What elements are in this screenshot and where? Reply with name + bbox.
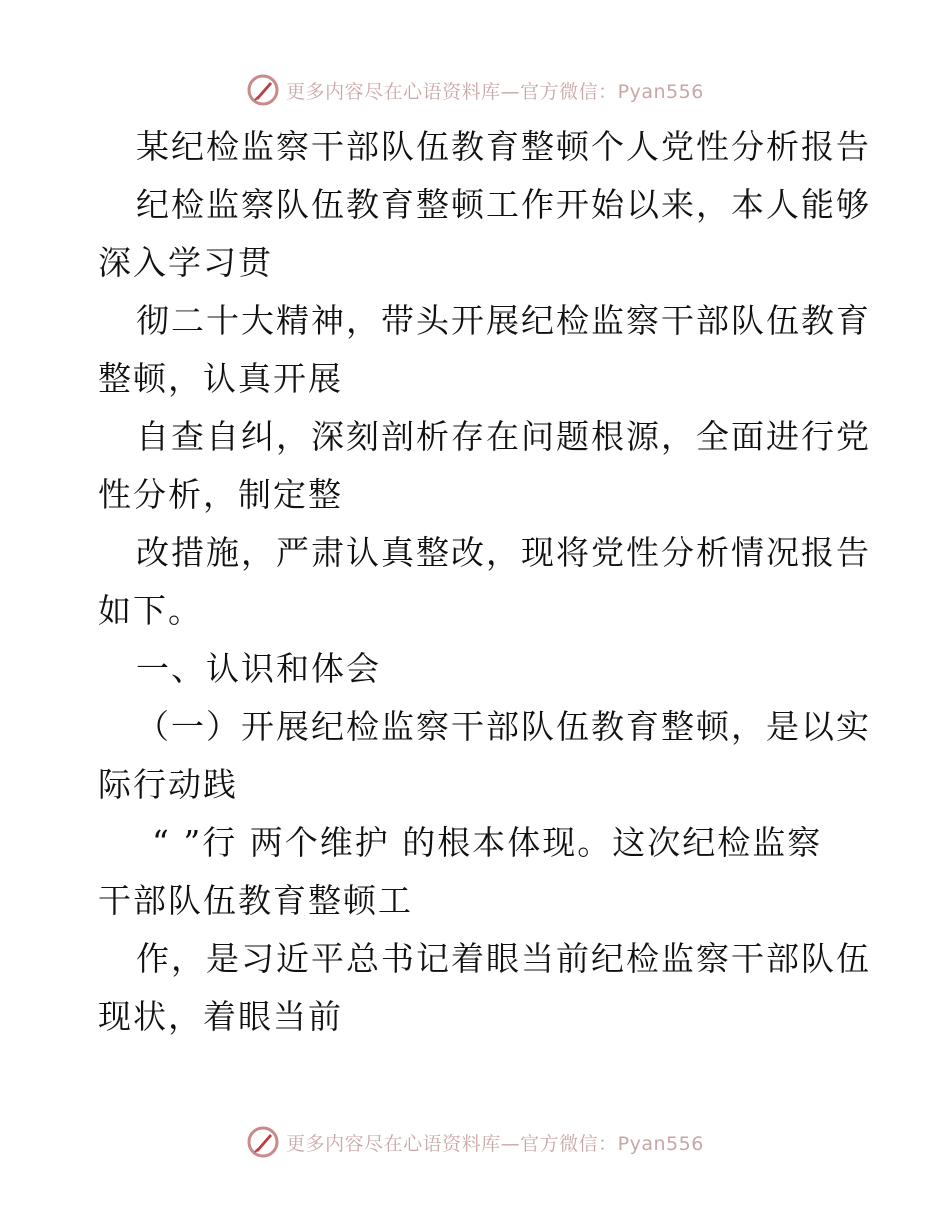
paragraph-line: 干部队伍教育整顿工 xyxy=(98,881,413,920)
paragraph-line: 现状，着眼当前 xyxy=(98,997,343,1036)
paragraph-line: 如下。 xyxy=(98,591,203,630)
paragraph-line: 纪检监察队伍教育整顿工作开始以来，本人能够 xyxy=(136,185,871,224)
paragraph-line: 性分析，制定整 xyxy=(98,475,343,514)
watermark-text: 更多内容尽在心语资料库—官方微信：Pyan556 xyxy=(286,80,704,103)
paragraph-line: 深入学习贯 xyxy=(98,243,273,282)
header-watermark xyxy=(0,70,950,110)
section-heading: 一、认识和体会 xyxy=(136,649,381,688)
paragraph-line: 彻二十大精神，带头开展纪检监察干部队伍教育 xyxy=(136,301,871,340)
paragraph-line: 自查自纠，深刻剖析存在问题根源，全面进行党 xyxy=(136,417,871,456)
footer-watermark xyxy=(0,1122,950,1162)
document-body xyxy=(98,118,871,1046)
watermark-text: 更多内容尽在心语资料库—官方微信：Pyan556 xyxy=(286,1132,704,1155)
subsection-heading: （一）开展纪检监察干部队伍教育整顿，是以实 xyxy=(136,707,871,746)
paragraph-line: “ ”行 两个维护 的根本体现。这次纪检监察 xyxy=(152,823,823,862)
paragraph-line: 改措施，严肃认真整改，现将党性分析情况报告 xyxy=(136,533,871,572)
quill-pen-logo-icon xyxy=(246,1125,280,1159)
paragraph-line: 际行动践 xyxy=(98,765,238,804)
paragraph-line: 作，是习近平总书记着眼当前纪检监察干部队伍 xyxy=(136,939,871,978)
quill-pen-logo-icon xyxy=(246,73,280,107)
paragraph-line: 整顿，认真开展 xyxy=(98,359,343,398)
document-title: 某纪检监察干部队伍教育整顿个人党性分析报告 xyxy=(136,127,871,166)
